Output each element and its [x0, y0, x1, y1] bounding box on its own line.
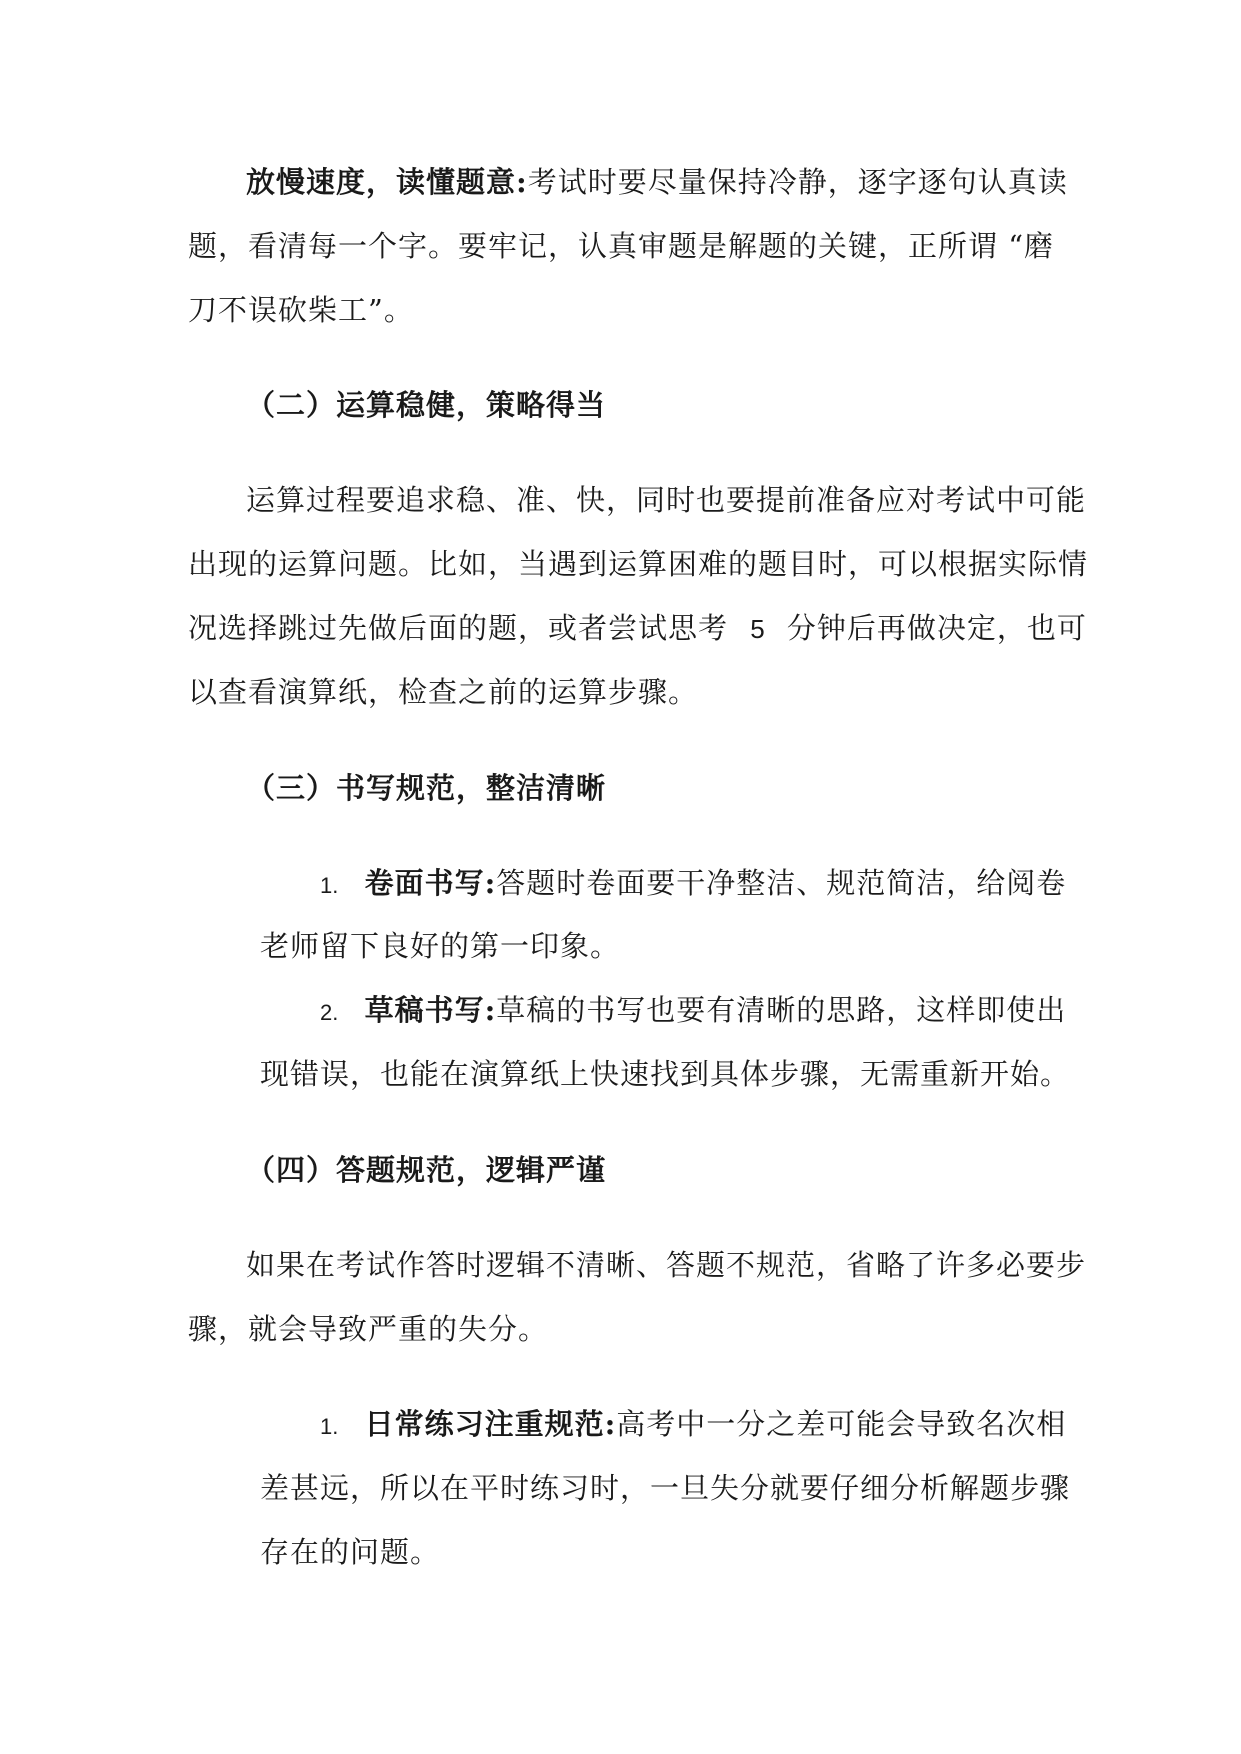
section-4-item-1-line-2: 差甚远，所以在平时练习时，一旦失分就要仔细分析解题步骤 — [260, 1471, 1071, 1505]
section-3-item-1-line-1 — [320, 863, 1066, 906]
intro-line-3: 刀不误砍柴工”。 — [188, 293, 414, 327]
section-4-item-1-lead: 日常练习注重规范: — [364, 1407, 617, 1441]
section-2-line-4: 以查看演算纸，检查之前的运算步骤。 — [188, 675, 699, 709]
section-2-line-3 — [188, 608, 1087, 649]
section-2-line-3-num: 5 — [750, 614, 765, 644]
section-4-line-2: 骤，就会导致严重的失分。 — [188, 1312, 549, 1346]
section-4-item-1-line-1 — [320, 1404, 1066, 1447]
section-4-heading: （四）答题规范，逻辑严谨 — [246, 1153, 607, 1187]
section-4-item-1-number: 1. — [320, 1414, 339, 1439]
section-3-item-2-number: 2. — [320, 1000, 339, 1025]
intro-lead: 放慢速度，读懂题意: — [246, 165, 528, 199]
section-2-line-1: 运算过程要追求稳、准、快，同时也要提前准备应对考试中可能 — [246, 483, 1087, 517]
intro-line-1 — [246, 162, 1068, 202]
section-3-item-1-lead: 卷面书写: — [364, 866, 497, 900]
section-3-item-1-number: 1. — [320, 873, 339, 898]
section-2-line-3-a: 况选择跳过先做后面的题，或者尝试思考 — [188, 611, 729, 645]
section-2-line-3-b: 分钟后再做决定，也可 — [786, 611, 1087, 645]
section-3-item-1-line-2: 老师留下良好的第一印象。 — [260, 929, 621, 963]
section-3-item-2-lead: 草稿书写: — [364, 993, 497, 1027]
section-3-item-1-text: 答题时卷面要干净整洁、规范简洁，给阅卷 — [496, 866, 1067, 900]
section-3-heading: （三）书写规范，整洁清晰 — [246, 771, 607, 805]
section-3-item-2-text: 草稿的书写也要有清晰的思路，这样即使出 — [496, 993, 1067, 1027]
section-4-item-1-text: 高考中一分之差可能会导致名次相 — [616, 1407, 1067, 1441]
intro-line-1-text: 考试时要尽量保持冷静，逐字逐句认真读 — [527, 165, 1068, 199]
section-2-heading: （二）运算稳健，策略得当 — [246, 388, 607, 422]
section-2-line-2: 出现的运算问题。比如，当遇到运算困难的题目时，可以根据实际情 — [188, 547, 1089, 581]
section-3-item-2-line-1 — [320, 990, 1066, 1033]
intro-line-2: 题，看清每一个字。要牢记，认真审题是解题的关键，正所谓 “磨 — [188, 229, 1055, 263]
section-4-line-1: 如果在考试作答时逻辑不清晰、答题不规范，省略了许多必要步 — [246, 1248, 1087, 1282]
section-3-item-2-line-2: 现错误，也能在演算纸上快速找到具体步骤，无需重新开始。 — [260, 1057, 1071, 1091]
section-4-item-1-line-3: 存在的问题。 — [260, 1535, 441, 1569]
